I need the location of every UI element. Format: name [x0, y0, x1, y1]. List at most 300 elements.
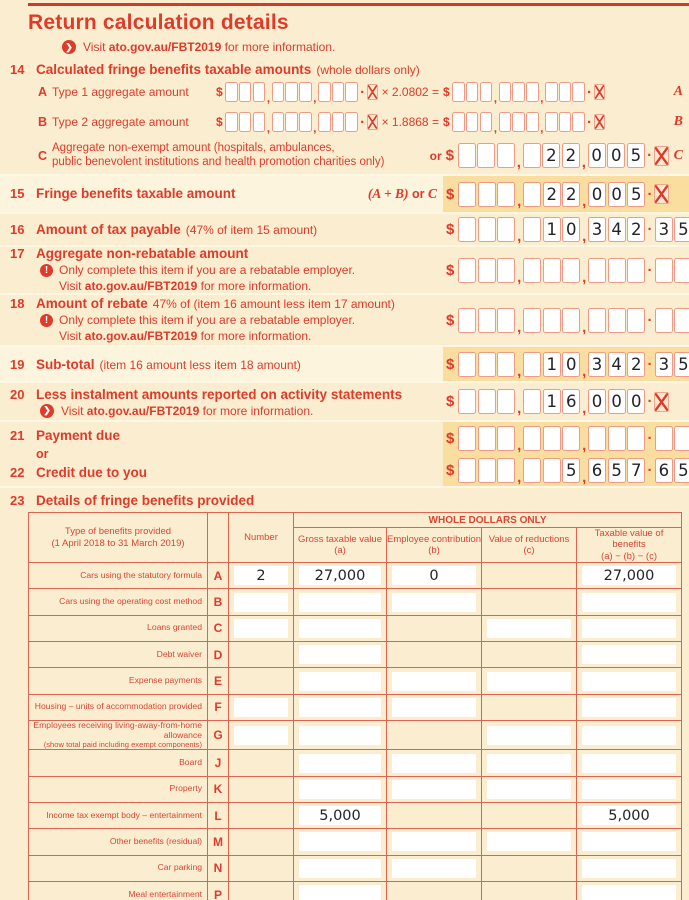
cell-employee-contribution	[387, 642, 482, 668]
dollar-sign: $	[216, 115, 223, 129]
ref-letter-c: C	[673, 147, 683, 163]
cell-value: 5,000	[608, 807, 650, 824]
item-number: 14	[10, 62, 25, 77]
cents-box[interactable]	[674, 258, 689, 283]
digit-box[interactable]	[627, 143, 645, 168]
taxable-value-input[interactable]	[582, 619, 676, 638]
digit-box[interactable]	[477, 143, 495, 168]
digit-box[interactable]	[562, 352, 580, 377]
cents-value: 3	[658, 220, 670, 239]
digit-box[interactable]	[497, 143, 515, 168]
gross-taxable-value-input[interactable]	[299, 672, 381, 691]
digit-box[interactable]	[239, 82, 252, 102]
digit-value: 0	[630, 392, 642, 411]
digit-box[interactable]	[543, 426, 561, 451]
benefit-type-label: Expense payments	[29, 668, 208, 694]
cell-gross-taxable-value	[294, 563, 387, 589]
digit-value: 6	[591, 460, 603, 480]
digit-box[interactable]	[543, 458, 561, 483]
digit-box[interactable]	[512, 112, 525, 132]
digit-box[interactable]	[458, 458, 476, 483]
no-cents-cross-icon	[594, 114, 605, 130]
cell-employee-contribution	[387, 803, 482, 829]
value-of-reductions-input[interactable]	[487, 619, 571, 638]
cell-value-of-reductions	[482, 829, 577, 855]
digit-box[interactable]	[458, 182, 476, 207]
comma-separator: ,	[493, 90, 498, 105]
digit-box[interactable]	[588, 389, 606, 414]
cents-box[interactable]	[655, 217, 673, 242]
value-of-reductions-input[interactable]	[487, 832, 571, 851]
digit-value: 0	[611, 392, 622, 411]
digit-box[interactable]	[608, 389, 626, 414]
digit-box[interactable]	[543, 258, 561, 283]
benefit-letter: P	[208, 881, 229, 900]
comma-separator: ,	[582, 318, 587, 336]
item-number: 19	[10, 356, 25, 372]
digit-box[interactable]	[562, 426, 580, 451]
visit-link[interactable]: ato.gov.au/FBT2019	[86, 403, 200, 418]
cell-employee-contribution	[387, 855, 482, 881]
ref-letter-b: B	[673, 114, 683, 129]
gross-taxable-value-input[interactable]	[299, 726, 381, 745]
taxable-value-input[interactable]	[582, 593, 676, 612]
digit-box[interactable]	[499, 82, 512, 102]
digit-box[interactable]	[458, 389, 476, 414]
digit-box[interactable]	[608, 217, 626, 242]
item-19	[0, 347, 689, 383]
digit-value: 5	[611, 460, 622, 480]
digit-value: 2	[630, 354, 642, 374]
comma-separator: ,	[517, 192, 522, 210]
dollar-sign: $	[216, 85, 223, 99]
digit-box[interactable]	[562, 258, 580, 283]
digit-box[interactable]	[627, 308, 645, 333]
digit-value: 0	[591, 392, 603, 411]
digit-box[interactable]	[478, 389, 496, 414]
cents-box[interactable]	[655, 458, 673, 483]
taxable-value-input[interactable]	[582, 885, 676, 900]
cell-number	[229, 589, 294, 615]
digit-box[interactable]	[543, 389, 561, 414]
instalments-field	[446, 389, 669, 417]
benefit-letter: A	[208, 563, 229, 589]
taxable-value-input[interactable]	[582, 754, 676, 773]
digit-box[interactable]	[458, 352, 476, 377]
digit-box[interactable]	[332, 82, 345, 102]
digit-box[interactable]	[285, 112, 298, 132]
digit-box[interactable]	[225, 112, 238, 132]
digit-box[interactable]	[523, 308, 541, 333]
cell-number	[229, 829, 294, 855]
comma-separator: ,	[582, 268, 587, 286]
col-header-letter	[208, 513, 229, 563]
item-17-amount-area	[443, 247, 689, 293]
taxable-value-input[interactable]	[582, 859, 676, 878]
digit-box[interactable]	[272, 82, 285, 102]
digit-box[interactable]	[345, 82, 358, 102]
row-letter: A	[38, 85, 48, 99]
digit-box[interactable]	[545, 82, 558, 102]
employee-contribution-input[interactable]	[392, 566, 476, 585]
warning-icon: !	[40, 264, 53, 277]
digit-box[interactable]	[543, 217, 561, 242]
cell-gross-taxable-value	[294, 615, 387, 641]
comma-separator: ,	[517, 468, 522, 486]
cents-value: 5	[678, 220, 689, 239]
digit-box[interactable]	[523, 389, 541, 414]
digit-box[interactable]	[478, 426, 496, 451]
digit-box[interactable]	[559, 82, 572, 102]
dollar-sign: $	[446, 221, 455, 238]
cents-box[interactable]	[674, 308, 689, 333]
gross-taxable-value-input[interactable]	[299, 698, 381, 717]
taxable-value-input[interactable]	[582, 645, 676, 664]
dollar-sign: $	[446, 261, 455, 279]
cell-employee-contribution	[387, 694, 482, 720]
digit-box[interactable]	[562, 182, 580, 207]
benefit-letter: F	[208, 694, 229, 720]
digit-box[interactable]	[608, 352, 626, 377]
digit-box[interactable]	[543, 308, 561, 333]
digit-box[interactable]	[523, 258, 541, 283]
cell-number	[229, 776, 294, 802]
comma-separator: ,	[517, 268, 522, 286]
digit-box[interactable]	[588, 426, 606, 451]
item-15-title: Fringe benefits taxable amount	[36, 186, 236, 201]
digit-box[interactable]	[272, 112, 285, 132]
value-of-reductions-input[interactable]	[487, 726, 571, 745]
cell-value-of-reductions	[482, 776, 577, 802]
digit-box[interactable]	[478, 217, 496, 242]
dollar-sign: $	[445, 147, 454, 164]
digit-box[interactable]	[497, 352, 515, 377]
digit-box[interactable]	[225, 82, 238, 102]
item-21-title: Payment due	[36, 428, 121, 443]
benefit-row-K	[29, 776, 682, 802]
decimal-dot: ·	[647, 429, 653, 447]
gross-taxable-value-input[interactable]	[299, 754, 381, 773]
digit-box[interactable]	[318, 112, 331, 132]
cell-gross-taxable-value	[294, 829, 387, 855]
cell-employee-contribution	[387, 563, 482, 589]
digit-box[interactable]	[523, 217, 541, 242]
digit-box[interactable]	[512, 82, 525, 102]
digit-box[interactable]	[608, 426, 626, 451]
digit-box[interactable]	[588, 143, 606, 168]
cell-value-of-reductions	[482, 642, 577, 668]
digit-box[interactable]	[562, 143, 580, 168]
item-16-title: Amount of tax payable	[36, 222, 181, 237]
digit-box[interactable]	[497, 182, 515, 207]
digit-box[interactable]	[332, 112, 345, 132]
digit-box[interactable]	[318, 82, 331, 102]
number-input[interactable]	[234, 593, 288, 612]
digit-box[interactable]	[523, 458, 541, 483]
digit-box[interactable]	[345, 112, 358, 132]
digit-box[interactable]	[562, 458, 580, 483]
col-header-employee-contribution: Employee contribution (b)	[387, 528, 482, 563]
taxable-value-input[interactable]	[582, 726, 676, 745]
employee-contribution-input[interactable]	[392, 832, 476, 851]
digit-box[interactable]	[497, 258, 515, 283]
digit-box[interactable]	[253, 82, 266, 102]
benefit-letter: K	[208, 776, 229, 802]
digit-box[interactable]	[253, 112, 266, 132]
cents-box[interactable]	[655, 352, 673, 377]
cell-value-of-reductions	[482, 694, 577, 720]
cell-taxable-value	[577, 829, 682, 855]
dollar-sign: $	[446, 461, 455, 479]
cents-box[interactable]	[674, 426, 689, 451]
type2-amount-field	[216, 112, 378, 135]
type1-multiplier: × 2.0802 =	[381, 85, 439, 99]
cell-value: 27,000	[314, 567, 366, 584]
dollar-sign: $	[442, 85, 450, 99]
gross-taxable-value-input[interactable]	[299, 832, 381, 851]
digit-box[interactable]	[572, 82, 585, 102]
comma-separator: ,	[517, 362, 522, 380]
cell-number	[229, 803, 294, 829]
cents-box[interactable]	[655, 258, 673, 283]
digit-box[interactable]	[466, 82, 479, 102]
decimal-dot: ·	[587, 83, 593, 101]
comma-separator: ,	[517, 228, 522, 245]
benefit-letter: C	[208, 615, 229, 641]
digit-box[interactable]	[497, 389, 515, 414]
digit-box[interactable]	[542, 143, 560, 168]
digit-box[interactable]	[562, 389, 580, 414]
digit-box[interactable]	[627, 458, 645, 483]
benefit-letter: B	[208, 589, 229, 615]
cell-employee-contribution	[387, 881, 482, 900]
digit-box[interactable]	[608, 182, 626, 207]
decimal-dot: ·	[587, 113, 593, 131]
aggregate-non-rebatable-field	[446, 258, 689, 286]
gross-taxable-value-input[interactable]	[299, 645, 381, 664]
subtotal-field	[446, 352, 689, 380]
col-header-type: Type of benefits provided (1 April 2018 to 31 March 2019)	[29, 513, 208, 563]
digit-box[interactable]	[545, 112, 558, 132]
cents-box[interactable]	[655, 426, 673, 451]
type1-amount-field	[216, 82, 378, 105]
employee-contribution-input[interactable]	[392, 780, 476, 799]
gross-taxable-value-input[interactable]	[299, 806, 381, 825]
digit-box[interactable]	[608, 258, 626, 283]
visit-link[interactable]: ato.gov.au/FBT2019	[84, 279, 198, 293]
gross-taxable-value-input[interactable]	[299, 566, 381, 585]
digit-box[interactable]	[608, 458, 626, 483]
digit-box[interactable]	[497, 458, 515, 483]
digit-box[interactable]	[480, 82, 493, 102]
digit-box[interactable]	[497, 308, 515, 333]
gross-taxable-value-input[interactable]	[299, 885, 381, 900]
item-17-warning	[40, 263, 443, 294]
cell-employee-contribution	[387, 589, 482, 615]
digit-box[interactable]	[478, 182, 496, 207]
gross-taxable-value-input[interactable]	[299, 780, 381, 799]
value-of-reductions-input[interactable]	[487, 780, 571, 799]
cell-value-of-reductions	[482, 615, 577, 641]
digit-box[interactable]	[523, 143, 541, 168]
digit-box[interactable]	[526, 82, 539, 102]
digit-box[interactable]	[627, 258, 645, 283]
decimal-dot: ·	[647, 261, 653, 279]
dollar-sign: $	[446, 429, 455, 447]
fbt-taxable-amount-field	[446, 182, 669, 210]
digit-box[interactable]	[452, 82, 465, 102]
value-of-reductions-input[interactable]	[487, 672, 571, 691]
digit-box[interactable]	[559, 112, 572, 132]
digit-value: 0	[591, 184, 603, 204]
digit-box[interactable]	[543, 352, 561, 377]
digit-box[interactable]	[588, 182, 606, 207]
benefit-letter: J	[208, 750, 229, 776]
digit-box[interactable]	[627, 389, 645, 414]
digit-box[interactable]	[523, 182, 541, 207]
gross-taxable-value-input[interactable]	[299, 859, 381, 878]
digit-box[interactable]	[458, 143, 476, 168]
item-16-note: (47% of item 15 amount)	[185, 223, 318, 237]
digit-box[interactable]	[480, 112, 493, 132]
items-21-22	[0, 422, 689, 488]
cents-box[interactable]	[674, 217, 689, 242]
digit-box[interactable]	[466, 112, 479, 132]
digit-box[interactable]	[627, 426, 645, 451]
digit-box[interactable]	[562, 217, 580, 242]
digit-box[interactable]	[458, 258, 476, 283]
employee-contribution-input[interactable]	[392, 754, 476, 773]
digit-box[interactable]	[239, 112, 252, 132]
benefit-row-A	[29, 563, 682, 589]
item-20-amount-area	[443, 383, 689, 420]
digit-box[interactable]	[523, 426, 541, 451]
benefit-letter: L	[208, 803, 229, 829]
cell-gross-taxable-value	[294, 776, 387, 802]
visit-pre: Visit	[83, 40, 106, 54]
warn-text: Only complete this item if you are a rebatable employer.	[59, 263, 356, 278]
item-20	[0, 383, 689, 422]
number-input[interactable]	[234, 619, 288, 638]
digit-box[interactable]	[299, 82, 312, 102]
gross-taxable-value-input[interactable]	[299, 593, 381, 612]
digit-box[interactable]	[499, 112, 512, 132]
no-cents-cross-icon	[367, 114, 378, 130]
digit-box[interactable]	[607, 143, 625, 168]
top-rule	[28, 3, 689, 6]
digit-box[interactable]	[627, 352, 645, 377]
cents-box[interactable]	[655, 308, 673, 333]
comma-separator: ,	[516, 154, 521, 171]
page-title: Return calculation details	[28, 11, 289, 34]
type2-multiplier: × 1.8868 =	[381, 115, 439, 129]
digit-box[interactable]	[588, 352, 606, 377]
digit-box[interactable]	[588, 458, 606, 483]
digit-box[interactable]	[458, 426, 476, 451]
cell-taxable-value	[577, 694, 682, 720]
item-number: 22	[10, 465, 25, 480]
visit-post: for more information.	[202, 403, 314, 418]
taxable-value-input[interactable]	[582, 780, 676, 799]
cents-box[interactable]	[674, 458, 689, 483]
digit-box[interactable]	[285, 82, 298, 102]
digit-box[interactable]	[458, 308, 476, 333]
cell-taxable-value	[577, 776, 682, 802]
visit-link[interactable]: ato.gov.au/FBT2019	[84, 329, 198, 343]
number-input[interactable]	[234, 726, 288, 745]
cell-value: 27,000	[603, 567, 655, 584]
digit-box[interactable]	[588, 308, 606, 333]
employee-contribution-input[interactable]	[392, 698, 476, 717]
digit-box[interactable]	[608, 308, 626, 333]
taxable-value-input[interactable]	[582, 698, 676, 717]
benefit-type-label: Board	[29, 750, 208, 776]
cell-value-of-reductions	[482, 563, 577, 589]
employee-contribution-input[interactable]	[392, 672, 476, 691]
value-of-reductions-input[interactable]	[487, 754, 571, 773]
taxable-value-input[interactable]	[582, 832, 676, 851]
visit-link[interactable]: ato.gov.au/FBT2019	[108, 40, 222, 54]
digit-box[interactable]	[478, 458, 496, 483]
benefit-row-N	[29, 855, 682, 881]
benefit-letter: G	[208, 720, 229, 749]
employee-contribution-input[interactable]	[392, 859, 476, 878]
visit-info	[62, 40, 689, 54]
digit-box[interactable]	[478, 258, 496, 283]
digit-box[interactable]	[572, 112, 585, 132]
digit-box[interactable]	[458, 217, 476, 242]
cell-number	[229, 750, 294, 776]
items-21-22-amount-area	[443, 422, 689, 486]
digit-box[interactable]	[627, 217, 645, 242]
cents-box[interactable]	[674, 352, 689, 377]
digit-box[interactable]	[588, 217, 606, 242]
digit-box[interactable]	[523, 352, 541, 377]
warn-text: Only complete this item if you are a rebatable employer.	[59, 313, 356, 328]
cell-gross-taxable-value	[294, 750, 387, 776]
taxable-value-input[interactable]	[582, 672, 676, 691]
digit-value: 7	[630, 460, 642, 480]
digit-value: 0	[591, 146, 602, 165]
digit-box[interactable]	[478, 352, 496, 377]
arrow-right-icon: ❯	[62, 40, 76, 54]
taxable-value-input[interactable]	[582, 566, 676, 585]
gross-taxable-value-input[interactable]	[299, 619, 381, 638]
digit-box[interactable]	[497, 217, 515, 242]
number-input[interactable]	[234, 566, 288, 585]
digit-box[interactable]	[452, 112, 465, 132]
number-input[interactable]	[234, 698, 288, 717]
cents-value: 5	[678, 354, 689, 374]
or-label: or	[36, 447, 49, 461]
taxable-value-input[interactable]	[582, 806, 676, 825]
digit-box[interactable]	[627, 182, 645, 207]
cents-value: 6	[658, 460, 670, 480]
employee-contribution-input[interactable]	[392, 593, 476, 612]
row-letter: C	[38, 148, 48, 163]
digit-box[interactable]	[497, 426, 515, 451]
item-18-amount-area	[443, 295, 689, 345]
item-20-title: Less instalment amounts reported on activity statements	[36, 386, 403, 402]
digit-box[interactable]	[562, 308, 580, 333]
visit-post: for more information.	[200, 279, 312, 293]
digit-box[interactable]	[299, 112, 312, 132]
digit-box[interactable]	[526, 112, 539, 132]
digit-box[interactable]	[588, 258, 606, 283]
digit-box[interactable]	[543, 182, 561, 207]
digit-box[interactable]	[478, 308, 496, 333]
item-18-warning	[40, 313, 443, 344]
